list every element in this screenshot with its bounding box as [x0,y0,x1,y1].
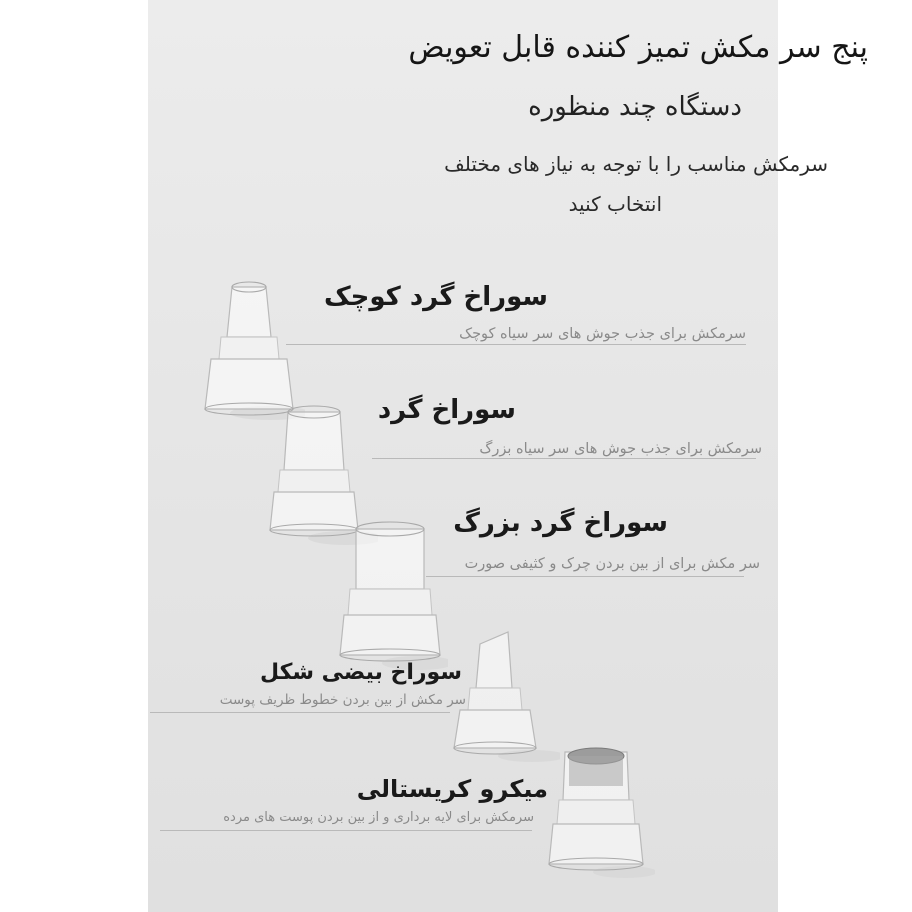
micro-crystal-nozzle-icon [545,742,655,882]
description-line-2: انتخاب کنید [568,192,662,216]
head-subtitle-large-round: سر مکش برای از بین بردن چرک و کثیفی صورت [464,556,760,572]
oval-nozzle-icon [450,628,560,768]
page-title: پنج سر مکش تمیز کننده قابل تعویض [408,30,868,65]
description-line-1: سرمکش مناسب را با توجه به نیاز های مختلف [444,152,828,176]
head-title-large-round: سوراخ گرد بزرگ [453,508,668,538]
divider [372,458,756,459]
head-subtitle-small-round: سرمکش برای جذب جوش های سر سیاه کوچک [459,326,746,342]
head-title-oval: سوراخ بیضی شکل [259,660,462,685]
divider [150,712,450,713]
large-round-nozzle-icon [338,515,448,675]
divider [160,830,532,831]
head-subtitle-round: سرمکش برای جذب جوش های سر سیاه بزرگ [479,441,762,457]
head-title-small-round: سوراخ گرد کوچک [323,282,548,312]
divider [286,344,746,345]
divider [426,576,744,577]
page-subtitle: دستگاه چند منظوره [528,92,742,122]
head-title-round: سوراخ گرد [377,395,516,425]
head-subtitle-oval: سر مکش از بین بردن خطوط ظریف پوست [219,692,466,708]
head-title-micro-crystal: میکرو کریستالی [356,775,548,803]
head-subtitle-micro-crystal: سرمکش برای لایه برداری و از بین بردن پوست های مرده [223,810,534,825]
